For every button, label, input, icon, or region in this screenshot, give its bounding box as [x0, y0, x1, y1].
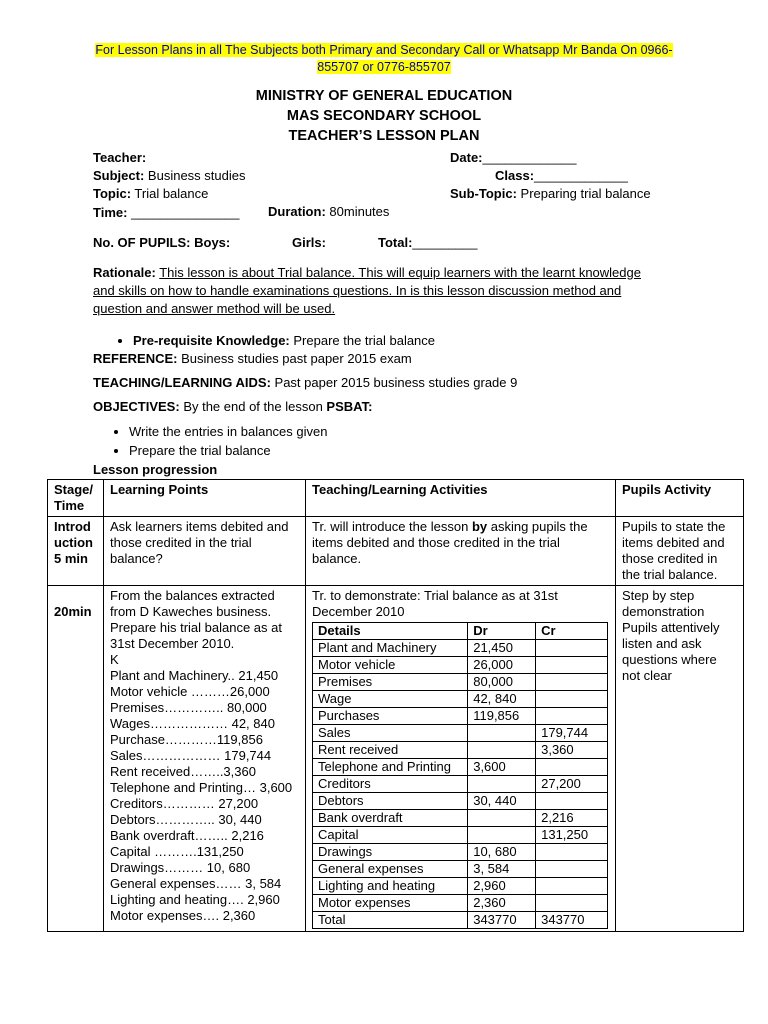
- trial-details-cell: Total: [313, 912, 468, 929]
- trial-details-cell: Drawings: [313, 844, 468, 861]
- trial-row: [313, 912, 608, 929]
- points-line: Premises………….. 80,000: [110, 700, 267, 715]
- demo-points-cell: [104, 586, 306, 932]
- trial-details-cell: Lighting and heating: [313, 878, 468, 895]
- pupils-boys-label: No. OF PUPILS: Boys:: [93, 235, 231, 250]
- table-header-row: [48, 480, 744, 517]
- demo-stage-cell: 20min: [48, 586, 104, 932]
- trial-details-cell: Plant and Machinery: [313, 640, 468, 657]
- points-line: Motor vehicle ………26,000: [110, 684, 270, 699]
- intro-stage-cell: Introd uction 5 min: [48, 517, 104, 586]
- trial-row: [313, 674, 608, 691]
- trial-details-cell: General expenses: [313, 861, 468, 878]
- trial-dr-cell: 42, 840: [468, 691, 536, 708]
- rationale-paragraph: Rationale: This lesson is about Trial balance. This will equip learners with the learnt knowledge and skills on how to handle examinations questions. In is this lesson discussion method and question and answer method will be used.: [93, 265, 641, 316]
- trial-dr-cell: 21,450: [468, 640, 536, 657]
- demo-pupils-cell: Step by step demonstration Pupils attentively listen and ask questions where not clear: [616, 586, 744, 932]
- intro-activities-cell: Tr. will introduce the lesson by asking pupils the items debited and those credited in the trial balance.: [306, 517, 616, 586]
- trial-dr-cell: 2,360: [468, 895, 536, 912]
- trial-dr-cell: 10, 680: [468, 844, 536, 861]
- trial-cr-cell: 343770: [536, 912, 608, 929]
- objectives-list: [109, 422, 327, 460]
- points-intro: From the balances extracted from D Kaweches business. Prepare his trial balance as at 31st December 2010.: [110, 588, 282, 651]
- trial-cr-cell: [536, 844, 608, 861]
- trial-row: [313, 640, 608, 657]
- trial-row: [313, 861, 608, 878]
- cr-header: Cr: [536, 623, 608, 640]
- trial-cr-cell: [536, 895, 608, 912]
- trial-cr-cell: 3,360: [536, 742, 608, 759]
- trial-details-cell: Debtors: [313, 793, 468, 810]
- trial-balance-table: [312, 622, 608, 929]
- trial-details-cell: Sales: [313, 725, 468, 742]
- trial-row: [313, 657, 608, 674]
- subject-field: Subject: Business studies: [93, 168, 246, 183]
- progression-title: Lesson progression: [93, 462, 218, 477]
- trial-cr-cell: [536, 657, 608, 674]
- trial-cr-cell: 27,200: [536, 776, 608, 793]
- intro-points-cell: Ask learners items debited and those credited in the trial balance?: [104, 517, 306, 586]
- contact-banner: For Lesson Plans in all The Subjects both Primary and Secondary Call or Whatsapp Mr Banda On 0966-855707 or 0776-855707: [95, 43, 673, 74]
- points-line: Drawings……… 10, 680: [110, 860, 251, 875]
- points-line: Plant and Machinery.. 21,450: [110, 668, 279, 683]
- trial-row: [313, 742, 608, 759]
- trial-row: [313, 691, 608, 708]
- ministry-heading: MINISTRY OF GENERAL EDUCATION: [255, 88, 513, 104]
- trial-row: [313, 810, 608, 827]
- trial-cr-cell: 179,744: [536, 725, 608, 742]
- trial-cr-cell: [536, 674, 608, 691]
- trial-cr-cell: [536, 793, 608, 810]
- lesson-plan-heading: TEACHER’S LESSON PLAN: [288, 128, 480, 144]
- time-field: Time: _______________: [93, 205, 240, 220]
- subtopic-field: Sub-Topic: Preparing trial balance: [450, 186, 651, 201]
- total-field: Total:_________: [378, 235, 478, 250]
- trial-row: [313, 793, 608, 810]
- trial-row: [313, 878, 608, 895]
- topic-field: Topic: Trial balance: [93, 186, 209, 201]
- points-line: Sales……………… 179,744: [110, 748, 272, 763]
- activities-intro: Tr. to demonstrate: Trial balance as at 31st December 2010: [312, 588, 558, 619]
- intro-pupils-cell: Pupils to state the items debited and those credited in the trial balance.: [616, 517, 744, 586]
- aids-line: TEACHING/LEARNING AIDS: Past paper 2015 business studies grade 9: [93, 375, 518, 390]
- trial-row: [313, 827, 608, 844]
- table-row: [48, 586, 744, 932]
- points-line: Lighting and heating…. 2,960: [110, 892, 280, 907]
- trial-cr-cell: [536, 708, 608, 725]
- trial-row: [313, 844, 608, 861]
- trial-cr-cell: [536, 640, 608, 657]
- stage-header: Stage/ Time: [48, 480, 104, 517]
- school-heading: MAS SECONDARY SCHOOL: [286, 108, 482, 124]
- points-line: Rent received……..3,360: [110, 764, 256, 779]
- teacher-label: Teacher:: [93, 150, 147, 165]
- class-field: Class:_____________: [495, 168, 629, 183]
- trial-cr-cell: [536, 759, 608, 776]
- trial-header-row: [313, 623, 608, 640]
- trial-row: [313, 759, 608, 776]
- trial-dr-cell: [468, 725, 536, 742]
- points-line: Motor expenses…. 2,360: [110, 908, 256, 923]
- trial-details-cell: Motor vehicle: [313, 657, 468, 674]
- trial-row: [313, 776, 608, 793]
- trial-body: [313, 640, 608, 929]
- trial-dr-cell: 80,000: [468, 674, 536, 691]
- trial-dr-cell: 26,000: [468, 657, 536, 674]
- trial-dr-cell: [468, 810, 536, 827]
- duration-field: Duration: 80minutes: [268, 204, 390, 219]
- trial-details-cell: Motor expenses: [313, 895, 468, 912]
- trial-row: [313, 708, 608, 725]
- points-lines: [110, 668, 299, 924]
- points-line: Debtors………….. 30, 440: [110, 812, 262, 827]
- points-line: Wages……………… 42, 840: [110, 716, 275, 731]
- points-header: Learning Points: [104, 480, 306, 517]
- trial-details-cell: Purchases: [313, 708, 468, 725]
- trial-details-cell: Rent received: [313, 742, 468, 759]
- prerequisite-list: [113, 331, 435, 350]
- trial-details-cell: Creditors: [313, 776, 468, 793]
- trial-dr-cell: 343770: [468, 912, 536, 929]
- trial-row: [313, 725, 608, 742]
- objectives-line: OBJECTIVES: By the end of the lesson PSBAT:: [93, 399, 373, 414]
- points-line: General expenses…… 3, 584: [110, 876, 282, 891]
- dr-header: Dr: [468, 623, 536, 640]
- reference-line: REFERENCE: Business studies past paper 2015 exam: [93, 351, 412, 366]
- points-line: Purchase…………119,856: [110, 732, 263, 747]
- girls-label: Girls:: [292, 235, 326, 250]
- trial-dr-cell: 2,960: [468, 878, 536, 895]
- trial-dr-cell: 3,600: [468, 759, 536, 776]
- trial-cr-cell: [536, 861, 608, 878]
- prerequisite-item: • Pre-requisite Knowledge: Prepare the trial balance: [133, 331, 435, 350]
- points-k: K: [110, 652, 119, 667]
- table-row: [48, 517, 744, 586]
- trial-dr-cell: [468, 776, 536, 793]
- trial-cr-cell: 131,250: [536, 827, 608, 844]
- trial-row: [313, 895, 608, 912]
- trial-dr-cell: 119,856: [468, 708, 536, 725]
- trial-details-cell: Wage: [313, 691, 468, 708]
- trial-dr-cell: 3, 584: [468, 861, 536, 878]
- trial-cr-cell: [536, 878, 608, 895]
- trial-details-cell: Premises: [313, 674, 468, 691]
- objective-item: • Write the entries in balances given: [129, 422, 327, 441]
- trial-details-cell: Capital: [313, 827, 468, 844]
- date-field: Date:_____________: [450, 150, 577, 165]
- trial-cr-cell: [536, 691, 608, 708]
- trial-dr-cell: [468, 742, 536, 759]
- trial-details-cell: Telephone and Printing: [313, 759, 468, 776]
- points-line: Bank overdraft…….. 2,216: [110, 828, 264, 843]
- points-line: Capital ……….131,250: [110, 844, 244, 859]
- trial-cr-cell: 2,216: [536, 810, 608, 827]
- objective-item: • Prepare the trial balance: [129, 441, 327, 460]
- trial-details-cell: Bank overdraft: [313, 810, 468, 827]
- lesson-progression-table: [47, 479, 744, 932]
- pupils-header: Pupils Activity: [616, 480, 744, 517]
- trial-dr-cell: [468, 827, 536, 844]
- points-line: Creditors………… 27,200: [110, 796, 259, 811]
- demo-activities-cell: [306, 586, 616, 932]
- trial-dr-cell: 30, 440: [468, 793, 536, 810]
- points-line: Telephone and Printing… 3,600: [110, 780, 293, 795]
- details-header: Details: [313, 623, 468, 640]
- activities-header: Teaching/Learning Activities: [306, 480, 616, 517]
